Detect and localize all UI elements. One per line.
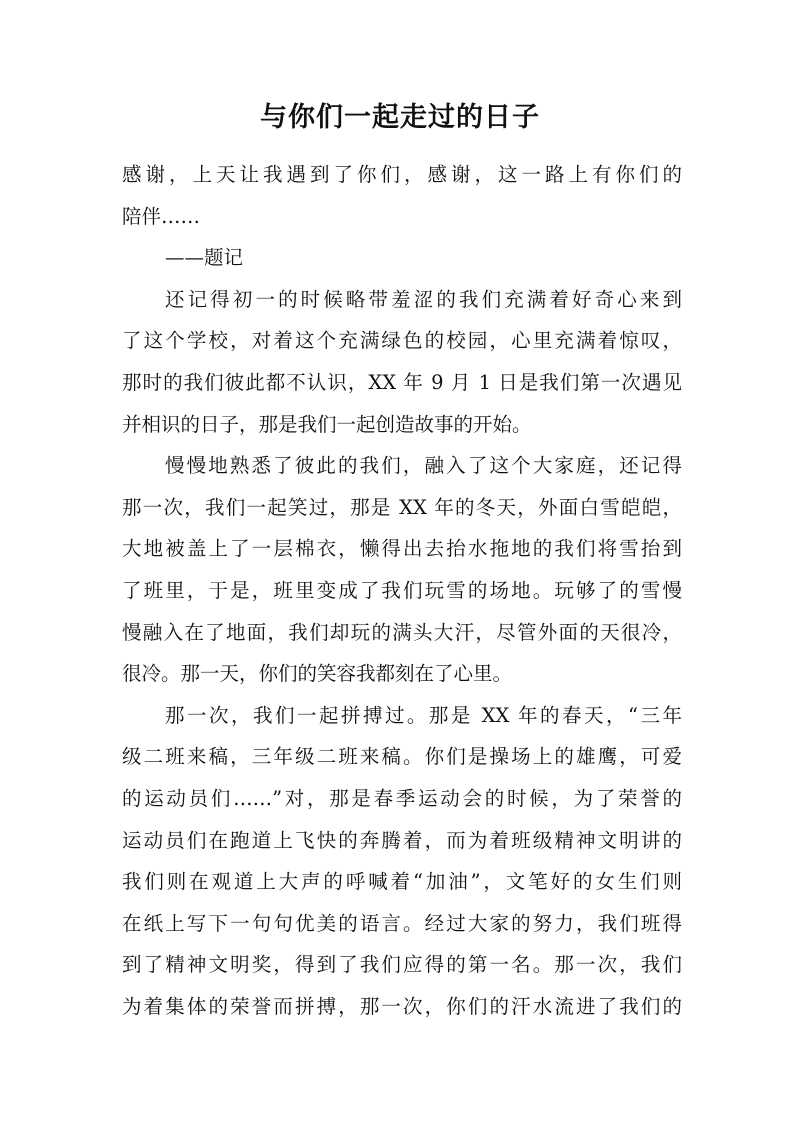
text-line: 那一次，我们一起笑过，那是 XX 年的冬天，外面白雪皑皑， [122,495,682,519]
text-line: 了班里，于是，班里变成了我们玩雪的场地。玩够了的雪慢 [122,578,682,602]
text-line: 感谢，上天让我遇到了你们，感谢，这一路上有你们的 [122,163,682,186]
text-line: 在纸上写下一句句优美的语言。经过大家的努力，我们班得 [122,911,682,935]
text-line: 的运动员们……”对，那是春季运动会的时候，为了荣誉的 [122,786,682,810]
text-line: 陪伴…… [122,204,201,228]
text-line: 很冷。那一天，你们的笑容我都刻在了心里。 [122,662,513,686]
document-title: 与你们一起走过的日子 [260,102,540,133]
text-line: 了这个学校，对着这个充满绿色的校园，心里充满着惊叹， [122,329,682,353]
text-line: 运动员们在跑道上飞快的奔腾着，而为着班级精神文明讲的 [122,828,682,852]
text-line: 还记得初一的时候略带羞涩的我们充满着好奇心来到 [165,287,682,311]
text-line: 大地被盖上了一层棉衣，懒得出去抬水拖地的我们将雪抬到 [122,537,682,561]
text-line: 级二班来稿，三年级二班来稿。你们是操场上的雄鹰，可爱 [122,745,682,769]
text-line: 我们则在观道上大声的呼喊着“加油”，文笔好的女生们则 [122,870,682,894]
text-line: 慢慢地熟悉了彼此的我们，融入了这个大家庭，还记得 [165,454,682,478]
text-line: 那时的我们彼此都不认识，XX 年 9 月 1 日是我们第一次遇见 [122,370,682,394]
text-line: 到了精神文明奖，得到了我们应得的第一名。那一次，我们 [122,953,682,977]
document-body [122,154,682,1027]
text-line: 那一次，我们一起拼搏过。那是 XX 年的春天，“三年 [165,703,682,727]
epigraph-attribution: ——题记 [165,246,244,270]
text-line: 慢融入在了地面，我们却玩的满头大汗，尽管外面的天很冷， [122,620,682,644]
text-line: 为着集体的荣誉而拼搏，那一次，你们的汗水流进了我们的 [122,994,682,1018]
text-line: 并相识的日子，那是我们一起创造故事的开始。 [122,412,532,436]
